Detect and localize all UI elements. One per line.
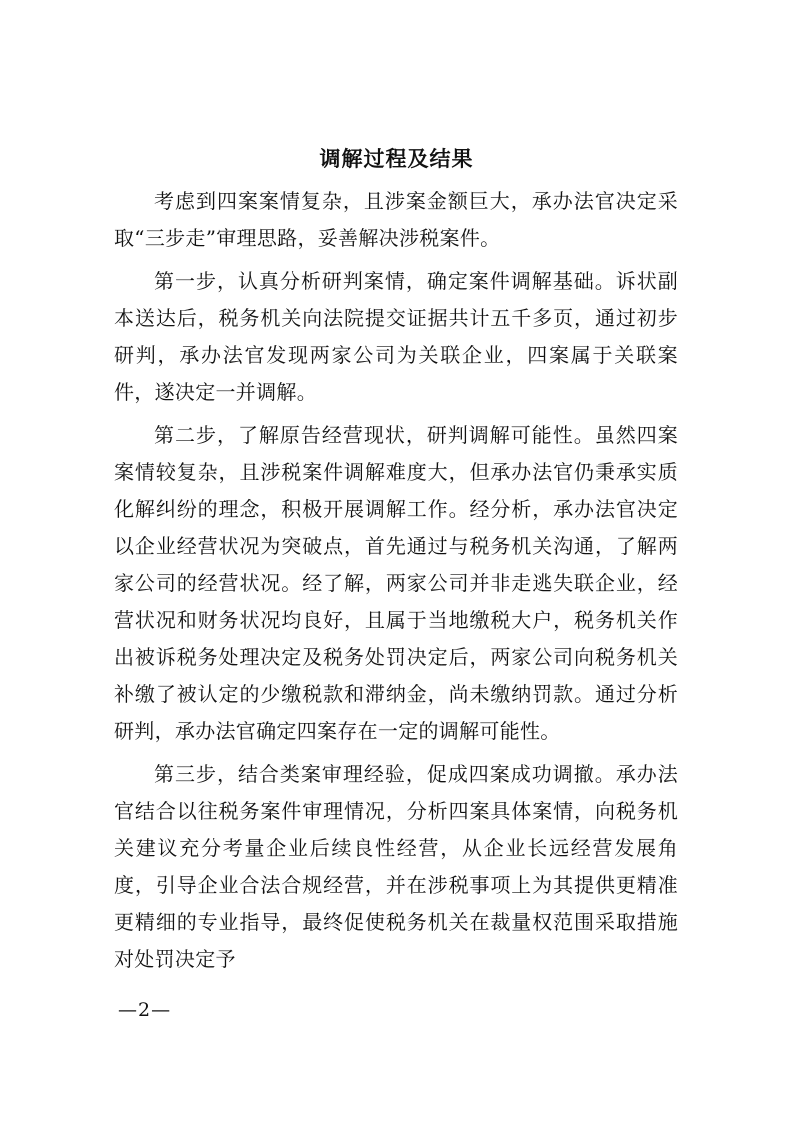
page-number: —2— [118, 999, 172, 1021]
paragraph-step-one: 第一步，认真分析研判案情，确定案件调解基础。诉状副本送达后，税务机关向法院提交证据共计五千多页，通过初步研判，承办法官发现两家公司为关联企业，四案属于关联案件，遂决定一并调解。 [114, 269, 678, 404]
section-heading: 调解过程及结果 [319, 147, 474, 171]
paragraph-step-three: 第三步，结合类案审理经验，促成四案成功调撤。承办法官结合以往税务案件审理情况，分析四案具体案情，向税务机关建议充分考量企业后续良性经营，从企业长远经营发展角度，引导企业合法合规经营，并在涉税事项上为其提供更精准更精细的专业指导，最终促使税务机关在裁量权范围采取措施对处罚决定予 [114, 762, 678, 971]
paragraph-step-two: 第二步，了解原告经营现状，研判调解可能性。虽然四案案情较复杂，且涉税案件调解难度大，但承办法官仍秉承实质化解纠纷的理念，积极开展调解工作。经分析，承办法官决定以企业经营状况为突破点，首先通过与税务机关沟通，了解两家公司的经营状况。经了解，两家公司并非走逃失联企业，经营状况和财务状况均良好，且属于当地缴税大户，税务机关作出被诉税务处理决定及税务处罚决定后，两家公司向税务机关补缴了被认定的少缴税款和滞纳金，尚未缴纳罚款。通过分析研判，承办法官确定四案存在一定的调解可能性。 [114, 423, 678, 743]
body-text [114, 183, 678, 978]
paragraph-intro: 考虑到四案案情复杂，且涉案金额巨大，承办法官决定采取“三步走”审理思路，妥善解决涉税案件。 [114, 189, 678, 250]
